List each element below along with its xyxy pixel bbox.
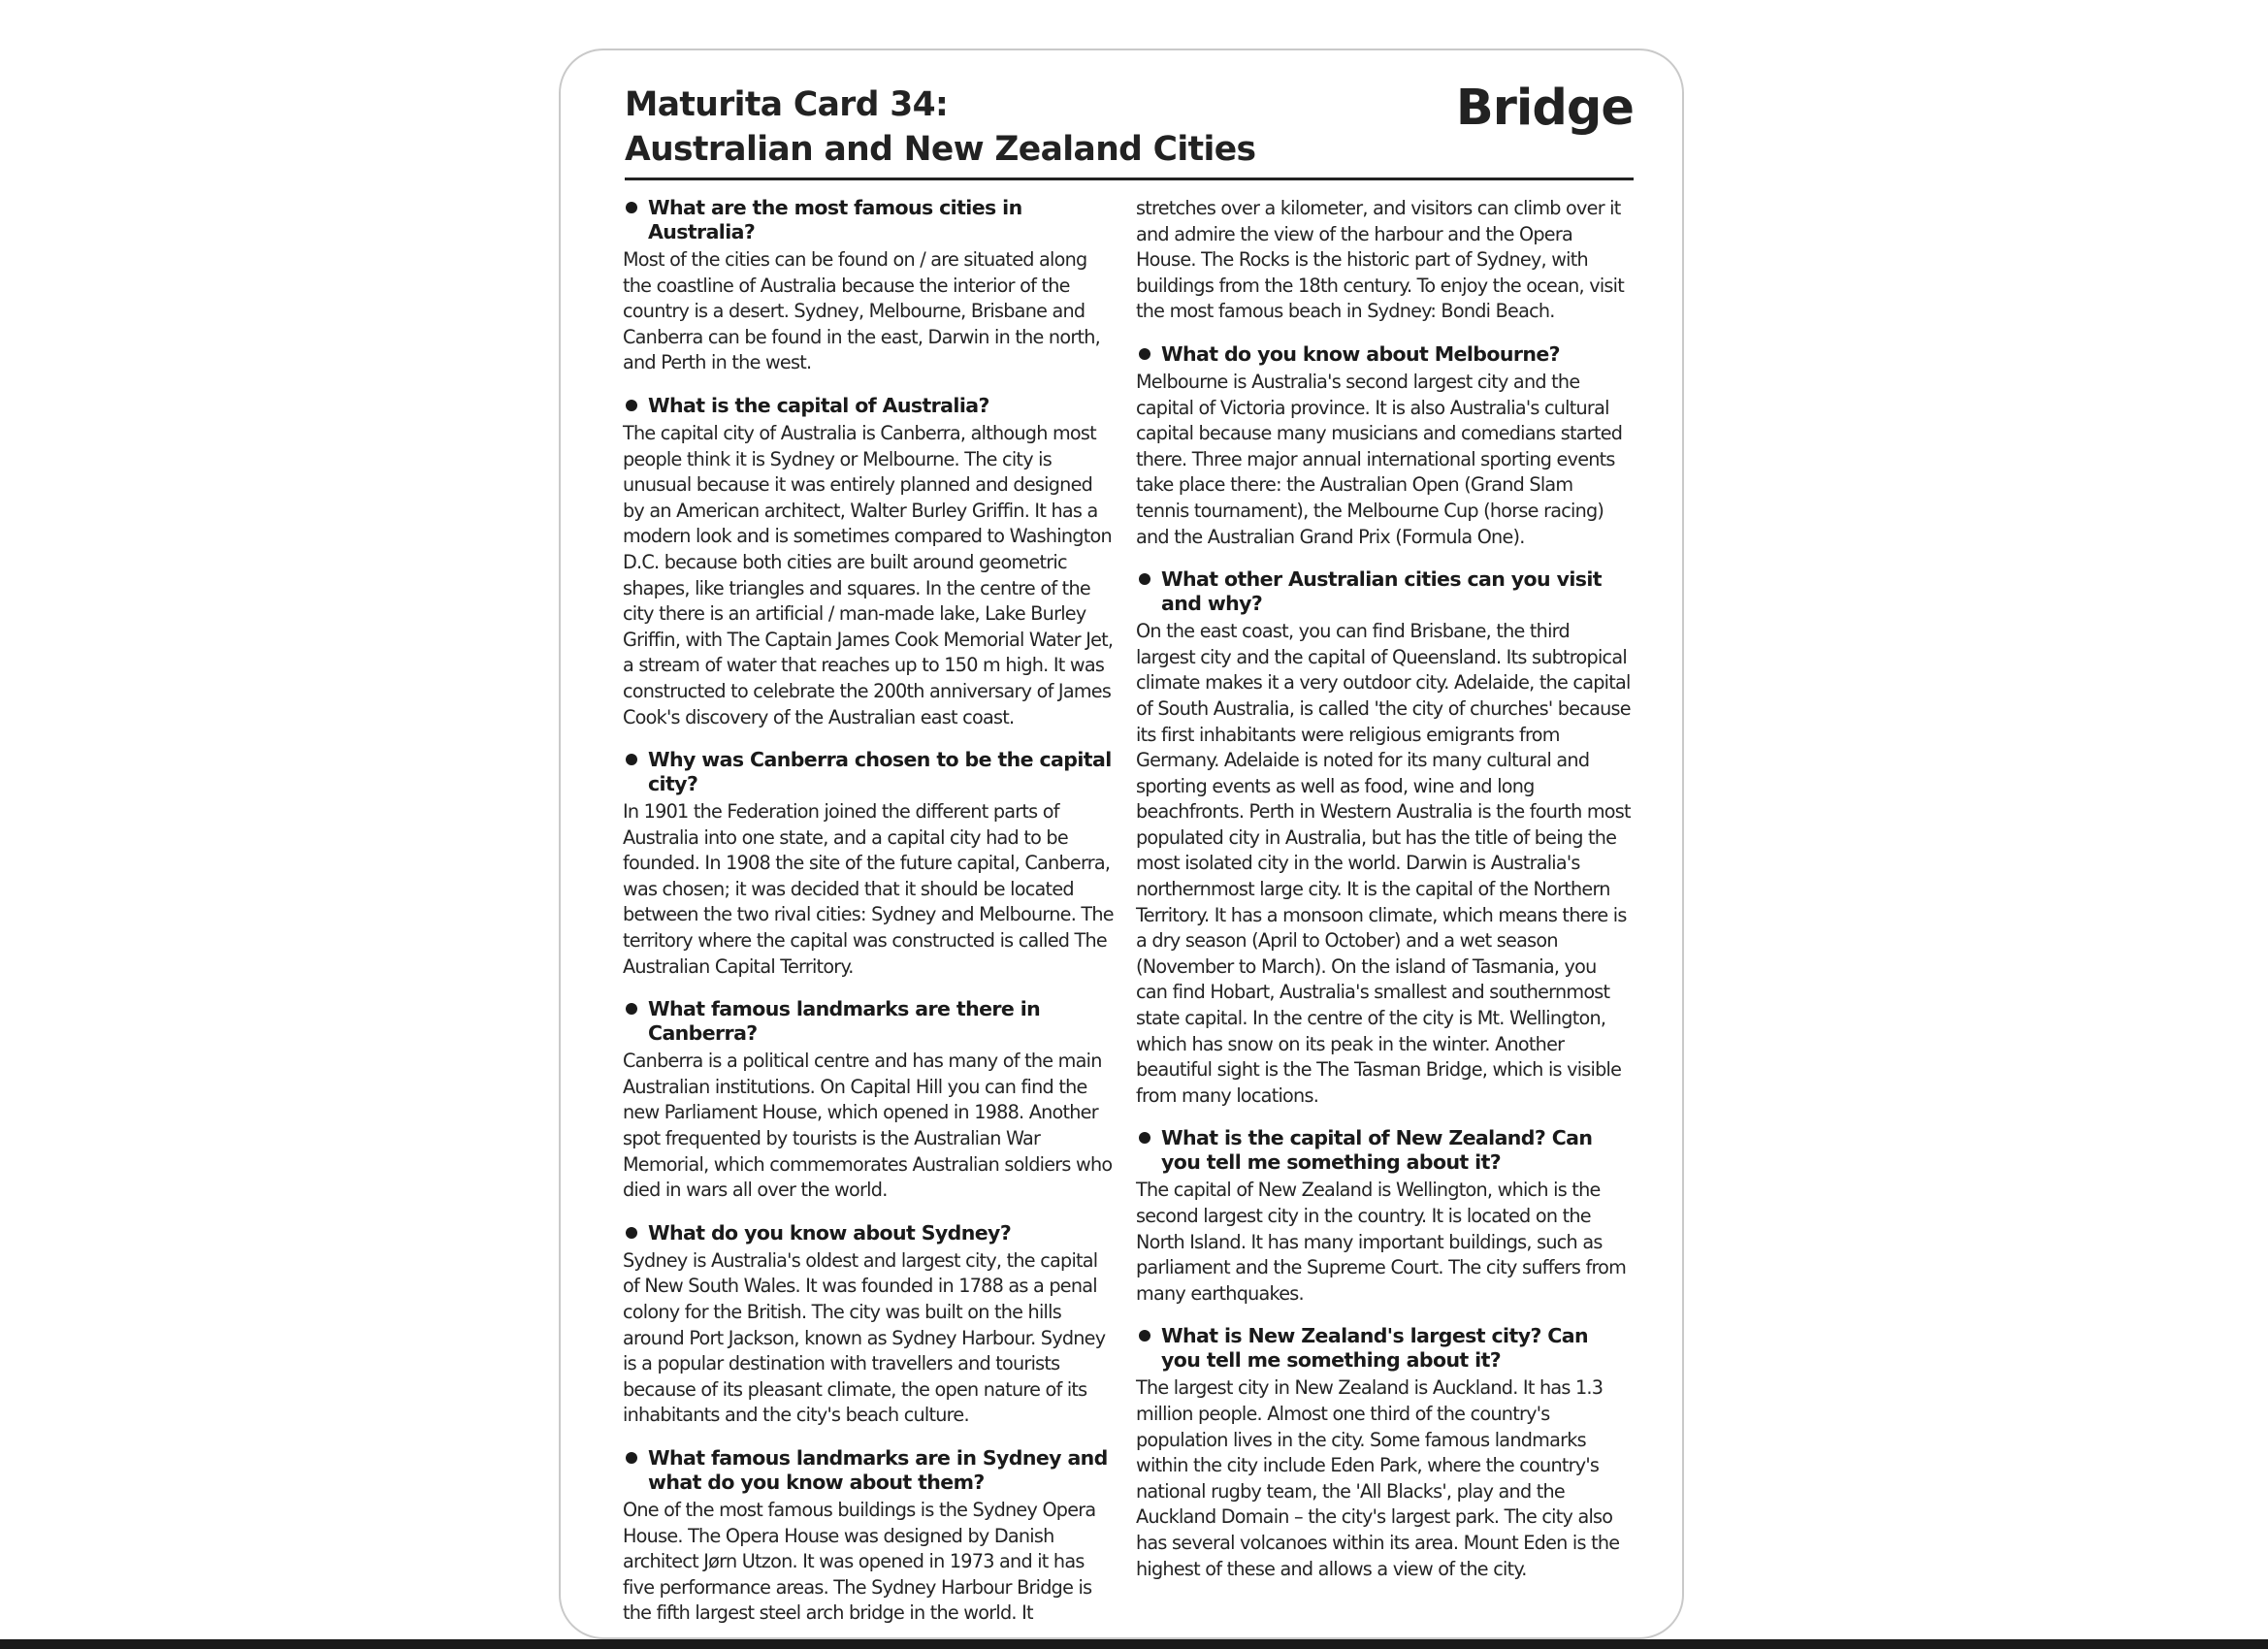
answer-text: On the east coast, you can find Brisbane, the third largest city and the capital of Queensland. Its subtropical climate makes it a very outdoor city. Adelaide, the capital of South Australia, is called 'the city of churches' because its first inhabitants were religious emigrants from Germany. Adelaide is noted for its many cultural and sporting events as well as food, wine and long beachfronts. Perth in Western Australia is the fourth most populated city in Australia, but has the title of being the most isolated city in the world. Darwin is Australia's northernmost large city. It is the capital of the Northern Territory. It has a monsoon climate, which means there is a dry season (April to October) and a wet season (November to March). On the island of Tasmania, you can find Hobart, Australia's smallest and southernmost state capital. In the centre of the city is Mt. Wellington, which has snow on its peak in the winter. Another beautiful sight is the The Tasman Bridge, which is visible from many locations.: [1136, 620, 1631, 1107]
header-divider: [625, 178, 1634, 180]
bullet-icon: [626, 400, 637, 411]
qa-section: [623, 196, 1118, 376]
question-text: What is the capital of Australia?: [648, 393, 989, 417]
bullet-icon: [1139, 1132, 1150, 1144]
bullet-icon: [626, 1452, 637, 1464]
answer-text: Melbourne is Australia's second largest city and the capital of Victoria province. It is also Australia's cultural capital because many musicians and comedians started there. Three major annual international sporting events take place there: the Australian Open (Grand Slam tennis tournament), the Melbourne Cup (horse racing) and the Australian Grand Prix (Formula One).: [1136, 370, 1623, 548]
bullet-icon: [626, 202, 637, 213]
qa-section: [623, 997, 1118, 1204]
question-text: What is the capital of New Zealand? Can you tell me something about it?: [1161, 1126, 1593, 1175]
qa-section: [623, 1446, 1118, 1627]
bullet-icon: [626, 1003, 637, 1015]
answer-text: stretches over a kilometer, and visitors can climb over it and admire the view of the harbour and the Opera House. The Rocks is the historic part of Sydney, with buildings from the 18th century. To enjoy the ocean, visit the most famous beach in Sydney: Bondi Beach.: [1136, 197, 1625, 323]
answer-text: The capital of New Zealand is Wellington, which is the second largest city in the country. It is located on the North Island. It has many important buildings, such as parliament and the Supreme Court. The city suffers from many earthquakes.: [1136, 1179, 1627, 1305]
qa-section: [1136, 342, 1631, 550]
card-title-line-1: Maturita Card 34:: [625, 85, 949, 124]
card-title-line-2: Australian and New Zealand Cities: [625, 130, 1256, 169]
answer-text: Canberra is a political centre and has many of the main Australian institutions. On Capital Hill you can find the new Parliament House, which opened in 1988. Another spot frequented by tourists is the Australian War Memorial, which commemorates Australian soldiers who died in wars all over the world.: [623, 1050, 1113, 1202]
question-text: What are the most famous cities in Australia?: [648, 196, 1022, 243]
bullet-icon: [626, 754, 637, 765]
qa-section: [623, 1221, 1118, 1429]
scan-bottom-edge: [0, 1639, 2268, 1649]
question-text: What do you know about Melbourne?: [1161, 341, 1560, 366]
answer-text: Most of the cities can be found on / are situated along the coastline of Australia because the interior of the country is a desert. Sydney, Melbourne, Brisbane and Canberra can be found in the east, Darwin in the north, and Perth in the west.: [623, 248, 1101, 374]
qa-section: [1136, 1324, 1631, 1582]
card-header: [625, 82, 1634, 178]
bullet-icon: [626, 1227, 637, 1239]
question-text: What famous landmarks are in Sydney and what do you know about them?: [648, 1445, 1108, 1494]
maturita-card: [559, 48, 1684, 1639]
bullet-icon: [1139, 1330, 1150, 1342]
question-text: What do you know about Sydney?: [648, 1220, 1012, 1245]
bullet-icon: [1139, 348, 1150, 360]
qa-section: [1136, 1126, 1631, 1307]
left-column: [623, 196, 1118, 1644]
right-column: [1136, 196, 1631, 1600]
bullet-icon: [1139, 573, 1150, 585]
question-text: Why was Canberra chosen to be the capital city?: [648, 748, 1112, 796]
brand-logo: Bridge: [1455, 80, 1634, 137]
question-text: What other Australian cities can you visit and why?: [1161, 567, 1602, 616]
qa-section: [623, 394, 1118, 730]
answer-text: One of the most famous buildings is the Sydney Opera House. The Opera House was designed by Danish architect Jørn Utzon. It was opened in 1973 and it has five performance areas. The Sydney Harbour Bridge is the fifth largest steel arch bridge in the world. It: [623, 1498, 1096, 1625]
card-title: [625, 82, 1255, 172]
question-text: What is New Zealand's largest city? Can you tell me something about it?: [1161, 1324, 1588, 1373]
answer-text: In 1901 the Federation joined the different parts of Australia into one state, and a capital city had to be founded. In 1908 the site of the future capital, Canberra, was chosen; it was decided that it should be located between the two rival cities: Sydney and Melbourne. The territory where the capital was constructed is called The Australian Capital Territory.: [623, 800, 1114, 978]
qa-section: [1136, 567, 1631, 1109]
answer-text: The largest city in New Zealand is Auckland. It has 1.3 million people. Almost one third of the country's population lives in the city. Some famous landmarks within the city include Eden Park, where the country's national rugby team, the 'All Blacks', play and the Auckland Domain – the city's largest park. The city also has several volcanoes within its area. Mount Eden is the highest of these and allows a view of the city.: [1136, 1376, 1620, 1580]
answer-text: The capital city of Australia is Canberra, although most people think it is Sydney or Melbourne. The city is unusual because it was entirely planned and designed by an American architect, Walter Burley Griffin. It has a modern look and is sometimes compared to Washington D.C. because both cities are built around geometric shapes, like triangles and squares. In the centre of the city there is an artificial / man-made lake, Lake Burley Griffin, with The Captain James Cook Memorial Water Jet, a stream of water that reaches up to 150 m high. It was constructed to celebrate the 200th anniversary of James Cook's discovery of the Australian east coast.: [623, 421, 1114, 728]
qa-section: [623, 748, 1118, 980]
continued-answer: [1136, 196, 1631, 325]
question-text: What famous landmarks are there in Canberra?: [648, 997, 1041, 1046]
answer-text: Sydney is Australia's oldest and largest city, the capital of New South Wales. It was founded in 1788 as a penal colony for the British. The city was built on the hills around Port Jackson, known as Sydney Harbour. Sydney is a popular destination with travellers and tourists because of its pleasant climate, the open nature of its inhabitants and the city's beach culture.: [623, 1248, 1106, 1427]
